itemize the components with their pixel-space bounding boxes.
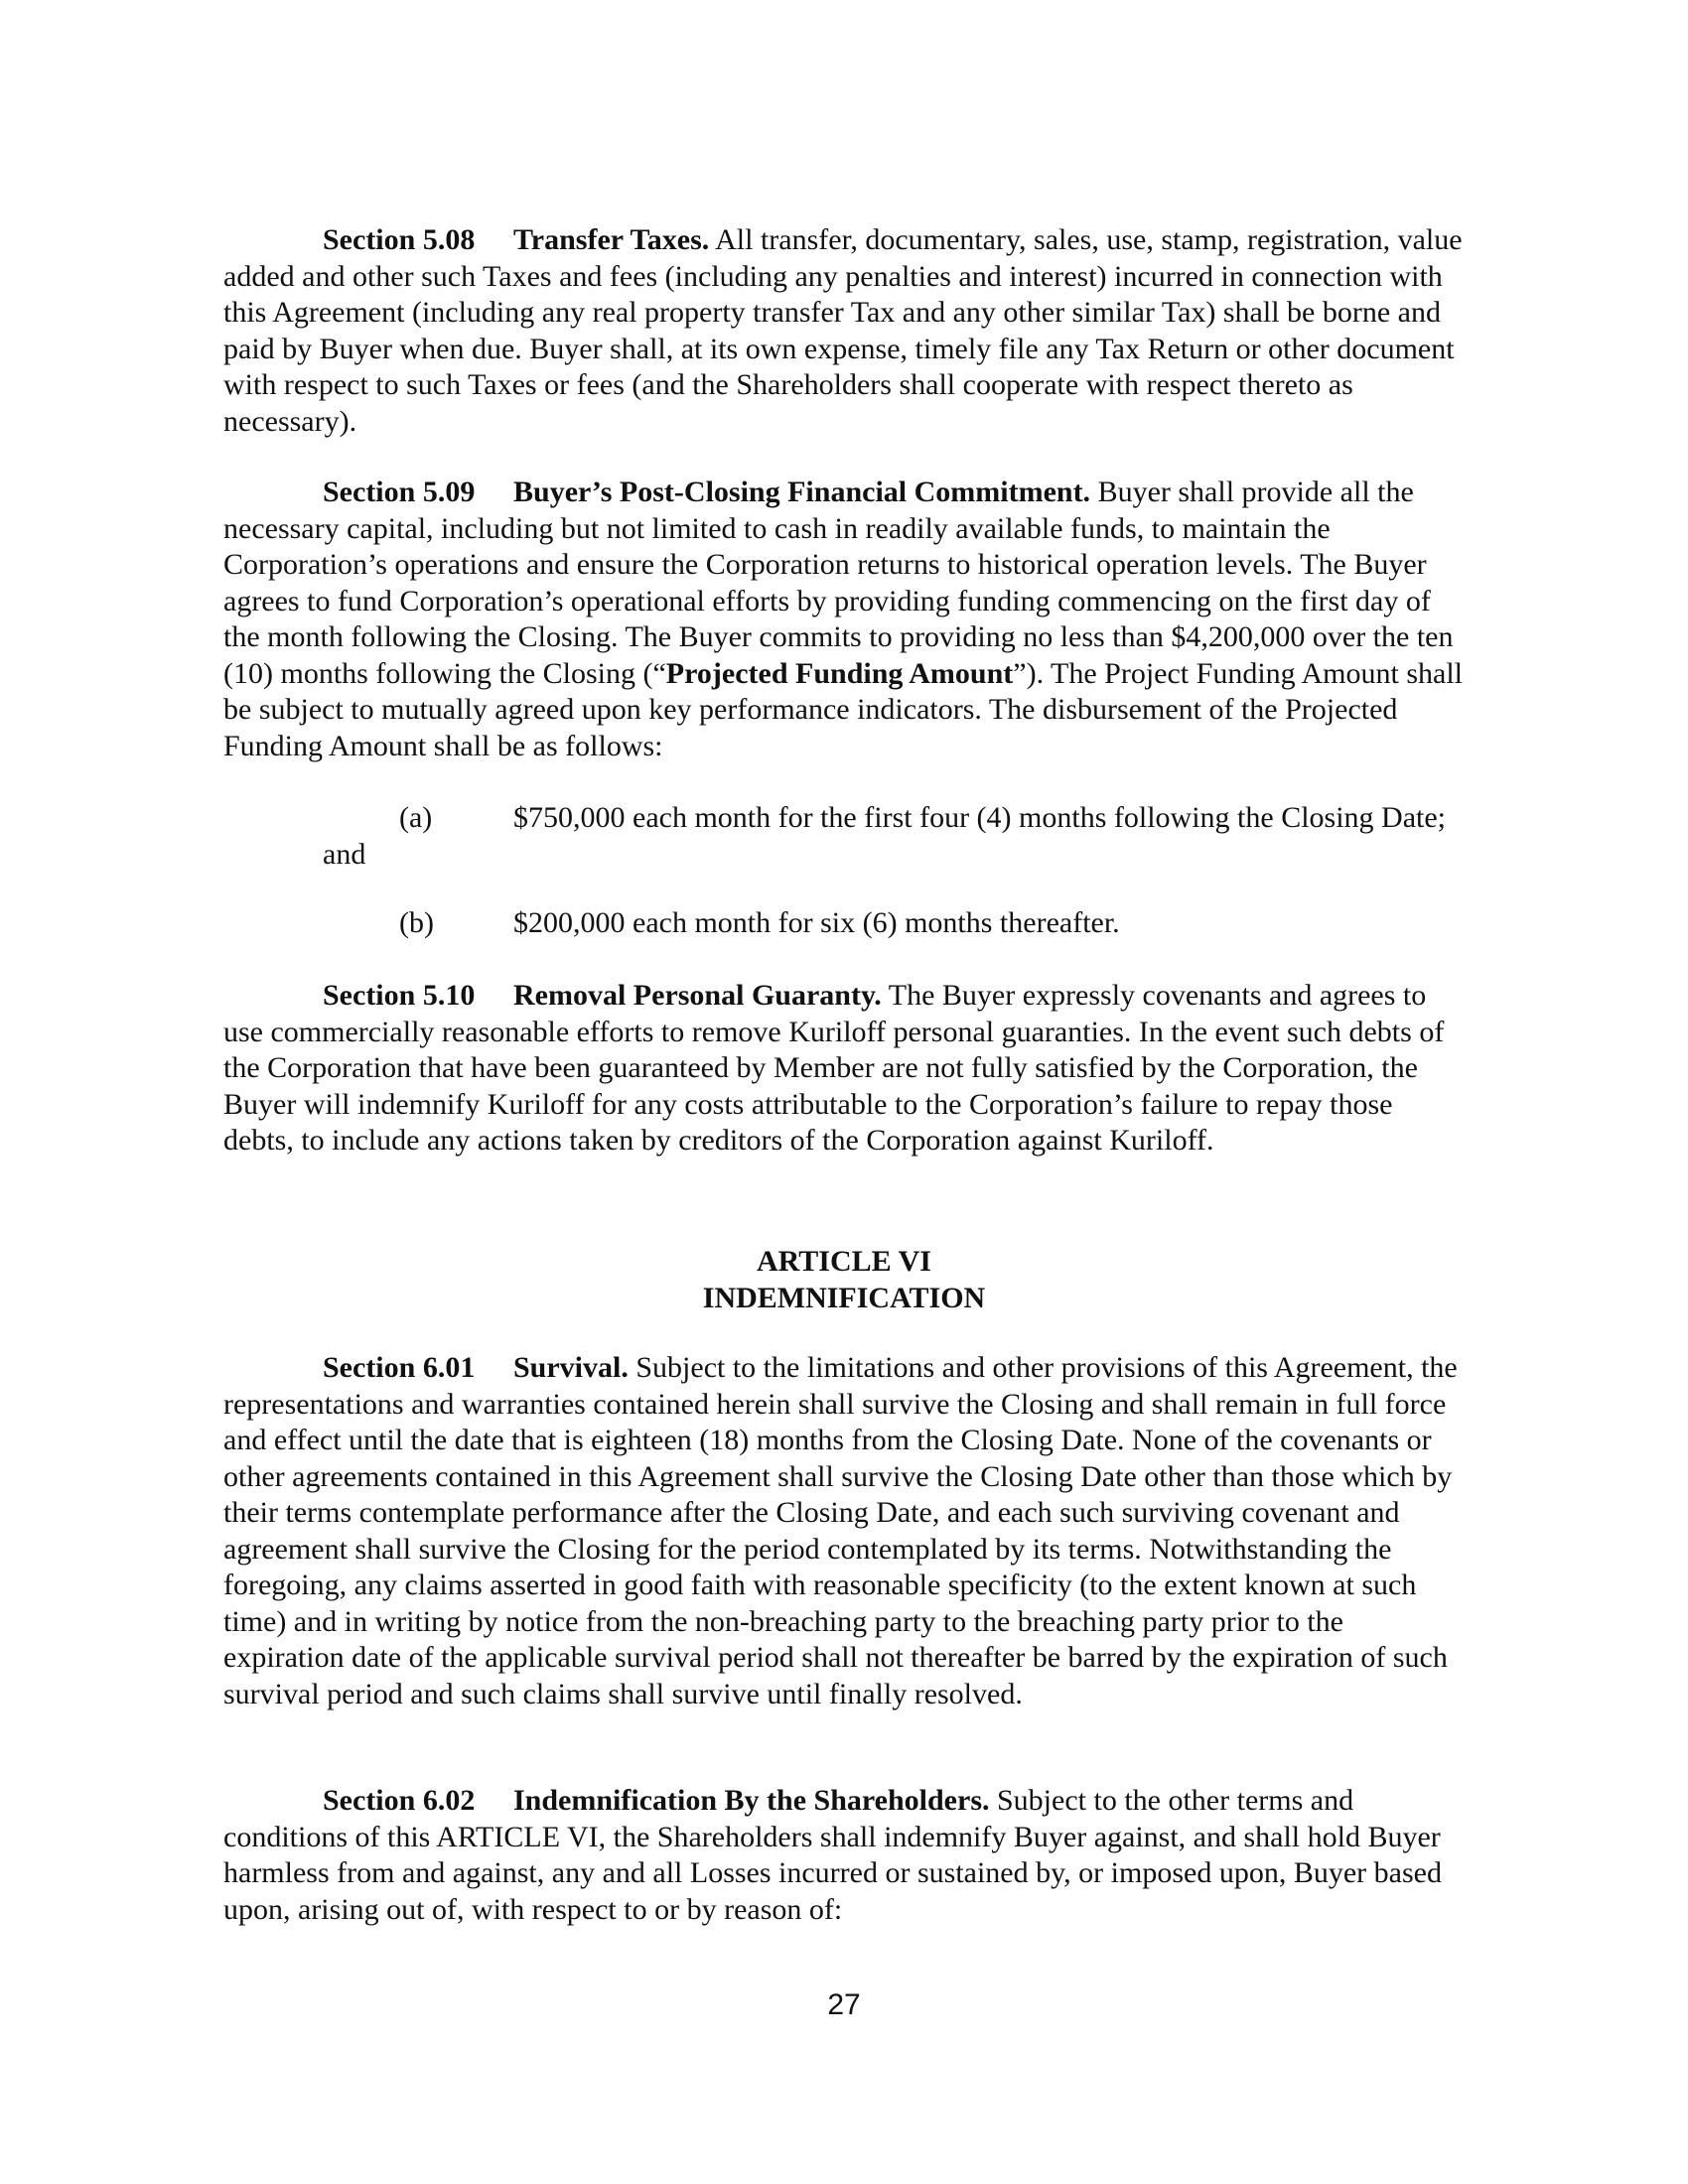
section-body: Subject to the other terms and conditions of this ARTICLE VI, the Shareholders shall indemnify Buyer against, and shall hold Buyer harmless from and against, any and all Losses incurred or sustained by, or imposed upon, Buyer based upon, arising out of, with respect to or by reason of: — [223, 1784, 1442, 1926]
section-body: Subject to the limitations and other provisions of this Agreement, the representations and warranties contained herein shall survive the Closing and shall remain in full force and effect until the date that is eighteen (18) months from the Closing Date. None of the covenants or other agreements contained in this Agreement shall survive the Closing Date other than those which by their terms contemplate performance after the Closing Date, and each such surviving covenant and agreement shall survive the Closing for the period contemplated by its terms. Notwithstanding the foregoing, any claims asserted in good faith with reasonable specificity (to the extent known at such time) and in writing by notice from the non-breaching party to the breaching party prior to the expiration date of the applicable survival period shall not thereafter be barred by the expiration of such survival period and such claims shall survive until finally resolved. — [223, 1351, 1458, 1710]
section-title: Survival. — [513, 1351, 629, 1384]
section-body: The Buyer expressly covenants and agrees to use commercially reasonable efforts to remove Kuriloff personal guaranties. In the event such debts of the Corporation that have been guaranteed by Member are not fully satisfied by the Corporation, the Buyer will indemnify Kuriloff for any costs attributable to the Corporation’s failure to repay those debts, to include any actions taken by creditors of the Corporation against Kuriloff. — [223, 979, 1445, 1157]
section-6-02 — [223, 1783, 1465, 1928]
list-item-text: $200,000 each month for six (6) months thereafter. — [513, 906, 1120, 939]
section-number: Section 6.01 — [323, 1351, 476, 1384]
section-5-09 — [223, 475, 1465, 764]
section-number: Section 5.08 — [323, 223, 476, 256]
section-title: Buyer’s Post-Closing Financial Commitment. — [513, 476, 1091, 508]
list-item-label: (b) — [399, 906, 434, 939]
section-title: Transfer Taxes. — [513, 223, 710, 256]
list-item-text: $750,000 each month for the first four (4) months following the Closing Date; and — [323, 801, 1447, 871]
section-body: All transfer, documentary, sales, use, stamp, registration, value added and other such Taxes and fees (including any penalties and interest) incurred in connection with this Agreement (including any real property transfer Tax and any other similar Tax) shall be borne and paid by Buyer when due. Buyer shall, at its own expense, timely file any Tax Return or other document with respect to such Taxes or fees (and the Shareholders shall cooperate with respect thereto as necessary). — [223, 223, 1463, 438]
list-item-b — [223, 905, 1465, 942]
section-body: Buyer shall provide all the necessary capital, including but not limited to cash in readily available funds, to maintain the Corporation’s operations and ensure the Corporation returns to historical operation levels. The Buyer agrees to fund Corporation’s operational efforts by providing funding commencing on the first day of the month following the Closing. The Buyer commits to providing no less than $4,200,000 over the ten (10) months following the Closing (“ — [223, 476, 1454, 690]
section-number: Section 5.09 — [323, 476, 476, 508]
section-number: Section 5.10 — [323, 979, 476, 1012]
article-number: ARTICLE VI — [757, 1245, 931, 1278]
section-6-01 — [223, 1350, 1465, 1712]
list-item-a — [223, 800, 1465, 873]
section-title: Indemnification By the Shareholders. — [513, 1784, 990, 1817]
section-5-08 — [223, 222, 1465, 440]
list-item-label: (a) — [399, 801, 433, 834]
section-number: Section 6.02 — [323, 1784, 476, 1817]
article-heading — [223, 1243, 1465, 1316]
section-5-10 — [223, 978, 1465, 1160]
article-title: INDEMNIFICATION — [702, 1282, 986, 1314]
page-number: 27 — [827, 1988, 861, 2021]
section-body-continued: ”). The Project Funding Amount shall be subject to mutually agreed upon key performance indicators. The disbursement of the Projected Funding Amount shall be as follows: — [223, 656, 1464, 762]
defined-term: Projected Funding Amount — [665, 656, 1014, 690]
section-title: Removal Personal Guaranty. — [513, 979, 882, 1012]
